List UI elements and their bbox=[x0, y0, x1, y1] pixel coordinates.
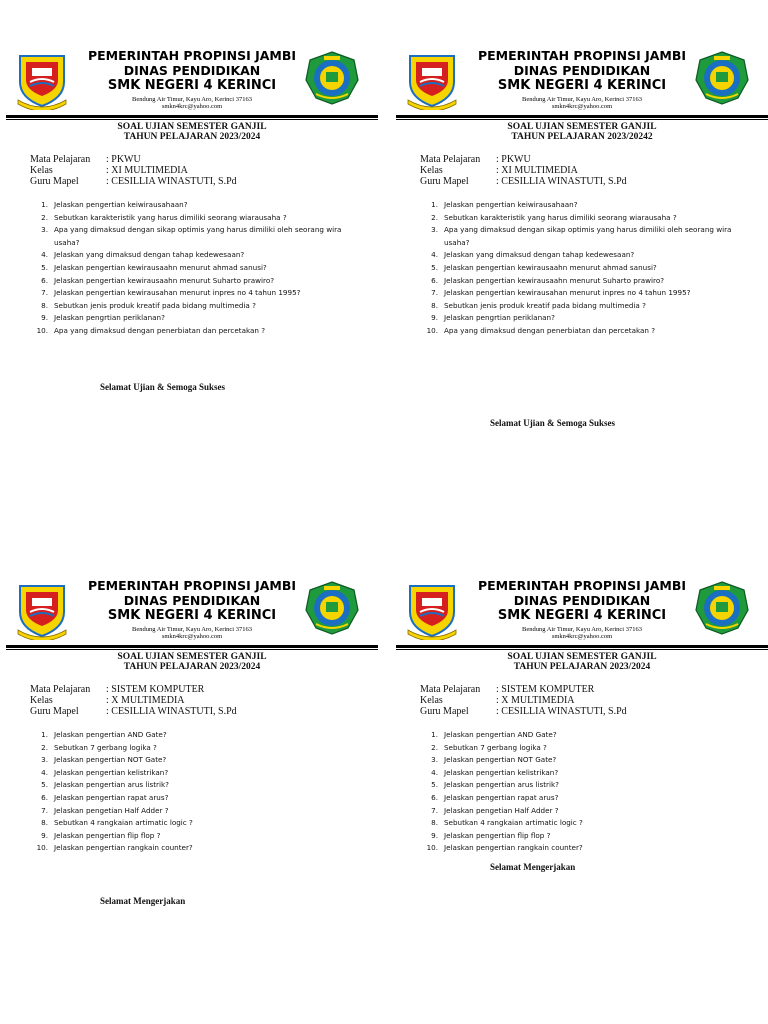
question-number: 7. bbox=[431, 288, 438, 298]
question-number: 4. bbox=[41, 767, 48, 777]
meta-subject-value: : SISTEM KOMPUTER bbox=[106, 684, 205, 695]
question-number: 9. bbox=[431, 313, 438, 323]
question-item bbox=[34, 805, 354, 818]
question-text: Jelaskan pengertian AND Gate? bbox=[444, 730, 557, 739]
question-number: 10. bbox=[36, 325, 48, 335]
exam-meta bbox=[420, 684, 768, 717]
question-text: Jelaskan pengertian kelistrikan? bbox=[54, 767, 169, 777]
meta-teacher bbox=[30, 706, 378, 717]
header-address: Bendung Air Timur, Kayu Aro, Kerinci 37163 bbox=[132, 96, 252, 103]
meta-subject-value: : PKWU bbox=[496, 154, 531, 165]
question-number: 8. bbox=[41, 300, 48, 310]
meta-class-value: : XI MULTIMEDIA bbox=[106, 165, 188, 176]
exam-title-line2: TAHUN PELAJARAN 2023/20242 bbox=[511, 132, 653, 142]
meta-teacher-label: Guru Mapel bbox=[420, 706, 469, 717]
meta-class-label: Kelas bbox=[30, 695, 53, 706]
header-email: smkn4krc@yahoo.com bbox=[551, 103, 613, 110]
question-number: 3. bbox=[41, 225, 48, 235]
meta-teacher-value: : CESILLIA WINASTUTI, S.Pd bbox=[106, 176, 237, 187]
meta-class bbox=[420, 695, 768, 706]
question-text: Apa yang dimaksud dengan penerbiatan dan percetakan ? bbox=[444, 325, 656, 335]
meta-class-value: : X MULTIMEDIA bbox=[496, 695, 575, 706]
header-government-name: PEMERINTAH PROPINSI JAMBI bbox=[477, 48, 687, 63]
question-number: 6. bbox=[41, 275, 48, 285]
question-number: 2. bbox=[41, 742, 48, 752]
question-item bbox=[34, 754, 354, 767]
meta-subject-label: Mata Pelajaran bbox=[420, 154, 481, 165]
header-divider-thin bbox=[6, 649, 378, 650]
question-text: Apa yang dimaksud dengan sikap optimis yang harus dimiliki oleh seorang wira usaha? bbox=[444, 225, 732, 247]
question-text: Jelaskan pengertian kewirausaahn menurut Suharto prawiro? bbox=[444, 275, 665, 285]
header-school-name: SMK NEGERI 4 KERINCI bbox=[107, 78, 277, 93]
exam-meta bbox=[30, 684, 378, 717]
question-item bbox=[424, 287, 744, 300]
question-item bbox=[34, 312, 354, 325]
question-item bbox=[34, 224, 354, 249]
header-department-name: DINAS PENDIDIKAN bbox=[123, 593, 261, 608]
question-text: Sebutkan 7 gerbang logika ? bbox=[444, 742, 547, 752]
meta-subject-label: Mata Pelajaran bbox=[30, 684, 91, 695]
exam-title-line2: TAHUN PELAJARAN 2023/2024 bbox=[123, 662, 261, 672]
question-number: 6. bbox=[431, 792, 438, 802]
question-text: Jelaskan pengertian kewirausahan menurut inpres no 4 tahun 1995? bbox=[54, 288, 301, 298]
question-text: Sebutkan 7 gerbang logika ? bbox=[54, 742, 157, 752]
question-item bbox=[34, 275, 354, 288]
question-item bbox=[424, 767, 744, 780]
meta-subject bbox=[420, 154, 768, 165]
question-number: 9. bbox=[41, 313, 48, 323]
meta-subject-value: : SISTEM KOMPUTER bbox=[496, 684, 595, 695]
meta-class-label: Kelas bbox=[30, 165, 53, 176]
exam-sheet-sistem-komputer-1 bbox=[6, 578, 378, 906]
question-number: 1. bbox=[41, 200, 48, 209]
exam-sheet-pkwu-2 bbox=[396, 48, 768, 428]
question-item bbox=[424, 249, 744, 262]
question-item bbox=[424, 805, 744, 818]
question-item bbox=[34, 767, 354, 780]
question-number: 10. bbox=[36, 843, 48, 853]
question-item bbox=[34, 249, 354, 262]
header-school-name: SMK NEGERI 4 KERINCI bbox=[497, 608, 667, 623]
question-item bbox=[34, 742, 354, 755]
exam-title-line1: SOAL UJIAN SEMESTER GANJIL bbox=[507, 652, 657, 662]
question-number: 7. bbox=[41, 805, 48, 815]
meta-class-label: Kelas bbox=[420, 165, 443, 176]
closing-message: Selamat Ujian & Semoga Sukses bbox=[100, 382, 226, 392]
question-item bbox=[34, 792, 354, 805]
meta-class bbox=[30, 695, 378, 706]
question-text: Jelaskan pengertian NOT Gate? bbox=[444, 755, 557, 765]
meta-teacher-label: Guru Mapel bbox=[30, 176, 79, 187]
question-text: Apa yang dimaksud dengan penerbiatan dan percetakan ? bbox=[54, 325, 266, 335]
question-text: Jelaskan pengertian kewirausaahn menurut Suharto prawiro? bbox=[54, 275, 275, 285]
meta-class-label: Kelas bbox=[420, 695, 443, 706]
question-text: Jelaskan pengertian rangkain counter? bbox=[444, 843, 583, 853]
closing-message: Selamat Mengerjakan bbox=[100, 896, 186, 906]
question-text: Sebutkan jenis produk kreatif pada bidang multimedia ? bbox=[444, 300, 646, 310]
question-number: 7. bbox=[431, 805, 438, 815]
question-item bbox=[424, 312, 744, 325]
question-item bbox=[424, 262, 744, 275]
question-text: Jelaskan yang dimaksud dengan tahap kedewesaan? bbox=[444, 250, 635, 260]
header-school-name: SMK NEGERI 4 KERINCI bbox=[107, 608, 277, 623]
question-text: Jelaskan pengertian kelistrikan? bbox=[444, 767, 559, 777]
exam-title-line2: TAHUN PELAJARAN 2023/2024 bbox=[123, 132, 261, 142]
question-text: Jelaskan pengetian Half Adder ? bbox=[444, 805, 559, 815]
header-divider-thin bbox=[396, 119, 768, 120]
meta-subject bbox=[30, 684, 378, 695]
header-divider-thin bbox=[396, 649, 768, 650]
exam-sheet-sistem-komputer-2 bbox=[396, 578, 768, 872]
question-number: 2. bbox=[41, 212, 48, 222]
meta-class bbox=[30, 165, 378, 176]
question-list bbox=[396, 199, 744, 338]
question-item bbox=[34, 729, 354, 742]
sheet-header bbox=[6, 578, 378, 658]
meta-subject bbox=[30, 154, 378, 165]
question-number: 6. bbox=[41, 792, 48, 802]
question-number: 3. bbox=[431, 755, 438, 765]
question-number: 2. bbox=[431, 742, 438, 752]
question-item bbox=[34, 300, 354, 313]
meta-subject-label: Mata Pelajaran bbox=[30, 154, 91, 165]
question-number: 8. bbox=[431, 818, 438, 828]
closing-message: Selamat Mengerjakan bbox=[490, 862, 576, 872]
jambi-province-logo-icon bbox=[16, 582, 68, 640]
question-item bbox=[424, 842, 744, 855]
jambi-province-logo-icon bbox=[16, 52, 68, 110]
question-number: 6. bbox=[431, 275, 438, 285]
question-number: 2. bbox=[431, 212, 438, 222]
exam-meta bbox=[30, 154, 378, 187]
question-item bbox=[424, 212, 744, 225]
jambi-province-logo-icon bbox=[406, 582, 458, 640]
question-text: Jelaskan pengertian AND Gate? bbox=[54, 730, 167, 739]
question-list bbox=[6, 199, 354, 338]
question-text: Jelaskan pengrtian periklanan? bbox=[54, 313, 165, 323]
question-item bbox=[424, 199, 744, 212]
meta-teacher-value: : CESILLIA WINASTUTI, S.Pd bbox=[496, 706, 627, 717]
question-text: Sebutkan karakteristik yang harus dimiliki seorang wiarausaha ? bbox=[54, 212, 287, 222]
question-text: Jelaskan pengertian flip flop ? bbox=[54, 830, 161, 840]
header-divider-thick bbox=[396, 115, 768, 118]
header-divider-thick bbox=[396, 645, 768, 648]
question-item bbox=[424, 817, 744, 830]
question-number: 1. bbox=[431, 730, 438, 739]
header-divider-thick bbox=[6, 115, 378, 118]
question-number: 5. bbox=[41, 780, 48, 790]
sheet-header bbox=[6, 48, 378, 128]
header-email: smkn4krc@yahoo.com bbox=[551, 633, 613, 640]
meta-subject-label: Mata Pelajaran bbox=[420, 684, 481, 695]
meta-teacher-value: : CESILLIA WINASTUTI, S.Pd bbox=[106, 706, 237, 717]
header-government-name: PEMERINTAH PROPINSI JAMBI bbox=[477, 578, 687, 593]
question-text: Jelaskan pengertian rangkain counter? bbox=[54, 843, 193, 853]
question-text: Jelaskan pengertian keiwirausahaan? bbox=[54, 200, 188, 209]
question-text: Jelaskan pengertian kewirausaahn menurut ahmad sanusi? bbox=[444, 262, 657, 272]
meta-teacher-label: Guru Mapel bbox=[420, 176, 469, 187]
header-address: Bendung Air Timur, Kayu Aro, Kerinci 37163 bbox=[132, 626, 252, 633]
question-text: Jelaskan pengertian rapat arus? bbox=[444, 792, 559, 802]
question-item bbox=[424, 300, 744, 313]
question-item bbox=[34, 830, 354, 843]
question-item bbox=[34, 842, 354, 855]
question-text: Jelaskan pengertian kewirausaahn menurut ahmad sanusi? bbox=[54, 262, 267, 272]
question-item bbox=[424, 754, 744, 767]
question-number: 8. bbox=[41, 818, 48, 828]
question-number: 5. bbox=[431, 262, 438, 272]
meta-teacher bbox=[420, 176, 768, 187]
question-item bbox=[34, 325, 354, 338]
header-government-name: PEMERINTAH PROPINSI JAMBI bbox=[87, 578, 297, 593]
question-text: Jelaskan pengertian NOT Gate? bbox=[54, 755, 167, 765]
header-email: smkn4krc@yahoo.com bbox=[161, 633, 223, 640]
question-text: Sebutkan jenis produk kreatif pada bidang multimedia ? bbox=[54, 300, 256, 310]
exam-sheet-pkwu-1 bbox=[6, 48, 378, 392]
question-item bbox=[34, 287, 354, 300]
closing-message: Selamat Ujian & Semoga Sukses bbox=[490, 418, 616, 428]
question-number: 7. bbox=[41, 288, 48, 298]
question-text: Jelaskan pengertian flip flop ? bbox=[444, 830, 551, 840]
question-number: 5. bbox=[431, 780, 438, 790]
header-divider-thick bbox=[6, 645, 378, 648]
question-item bbox=[424, 224, 744, 249]
question-item bbox=[424, 325, 744, 338]
question-number: 3. bbox=[41, 755, 48, 765]
question-list bbox=[6, 729, 354, 855]
question-number: 1. bbox=[431, 200, 438, 209]
question-text: Jelaskan pengertian rapat arus? bbox=[54, 792, 169, 802]
question-number: 10. bbox=[426, 843, 438, 853]
jambi-province-logo-icon bbox=[406, 52, 458, 110]
sheet-header bbox=[396, 578, 768, 658]
header-email: smkn4krc@yahoo.com bbox=[161, 103, 223, 110]
header-government-name: PEMERINTAH PROPINSI JAMBI bbox=[87, 48, 297, 63]
question-number: 1. bbox=[41, 730, 48, 739]
question-number: 4. bbox=[41, 250, 48, 260]
question-text: Jelaskan pengertian arus listrik? bbox=[444, 780, 559, 790]
header-department-name: DINAS PENDIDIKAN bbox=[123, 63, 261, 78]
meta-subject bbox=[420, 684, 768, 695]
question-number: 10. bbox=[426, 325, 438, 335]
question-item bbox=[424, 792, 744, 805]
question-number: 8. bbox=[431, 300, 438, 310]
meta-class-value: : XI MULTIMEDIA bbox=[496, 165, 578, 176]
question-item bbox=[34, 817, 354, 830]
question-text: Jelaskan pengertian arus listrik? bbox=[54, 780, 169, 790]
question-item bbox=[34, 779, 354, 792]
question-text: Jelaskan pengetian Half Adder ? bbox=[54, 805, 169, 815]
question-number: 9. bbox=[41, 830, 48, 840]
exam-title-line2: TAHUN PELAJARAN 2023/2024 bbox=[513, 662, 651, 672]
meta-teacher bbox=[420, 706, 768, 717]
meta-teacher-label: Guru Mapel bbox=[30, 706, 79, 717]
question-item bbox=[34, 212, 354, 225]
question-list bbox=[396, 729, 744, 855]
question-text: Sebutkan karakteristik yang harus dimiliki seorang wiarausaha ? bbox=[444, 212, 677, 222]
question-item bbox=[424, 830, 744, 843]
question-text: Apa yang dimaksud dengan sikap optimis yang harus dimiliki oleh seorang wira usaha? bbox=[54, 225, 342, 247]
meta-teacher bbox=[30, 176, 378, 187]
question-item bbox=[424, 779, 744, 792]
question-item bbox=[424, 742, 744, 755]
question-item bbox=[34, 262, 354, 275]
exam-title-line1: SOAL UJIAN SEMESTER GANJIL bbox=[507, 122, 657, 132]
header-address: Bendung Air Timur, Kayu Aro, Kerinci 37163 bbox=[522, 96, 642, 103]
header-divider-thin bbox=[6, 119, 378, 120]
question-text: Jelaskan pengertian kewirausahan menurut inpres no 4 tahun 1995? bbox=[444, 288, 691, 298]
question-item bbox=[34, 199, 354, 212]
question-number: 4. bbox=[431, 250, 438, 260]
meta-class bbox=[420, 165, 768, 176]
question-number: 9. bbox=[431, 830, 438, 840]
question-text: Jelaskan yang dimaksud dengan tahap kedewesaan? bbox=[54, 250, 245, 260]
exam-meta bbox=[420, 154, 768, 187]
question-number: 5. bbox=[41, 262, 48, 272]
question-number: 3. bbox=[431, 225, 438, 235]
question-text: Sebutkan 4 rangkaian artimatic logic ? bbox=[54, 818, 193, 828]
question-text: Jelaskan pengrtian periklanan? bbox=[444, 313, 555, 323]
question-number: 4. bbox=[431, 767, 438, 777]
question-item bbox=[424, 729, 744, 742]
sheet-header bbox=[396, 48, 768, 128]
exam-title-line1: SOAL UJIAN SEMESTER GANJIL bbox=[117, 122, 267, 132]
meta-class-value: : X MULTIMEDIA bbox=[106, 695, 185, 706]
exam-title-line1: SOAL UJIAN SEMESTER GANJIL bbox=[117, 652, 267, 662]
header-address: Bendung Air Timur, Kayu Aro, Kerinci 37163 bbox=[522, 626, 642, 633]
question-text: Jelaskan pengertian keiwirausahaan? bbox=[444, 200, 578, 209]
question-item bbox=[424, 275, 744, 288]
meta-subject-value: : PKWU bbox=[106, 154, 141, 165]
header-department-name: DINAS PENDIDIKAN bbox=[513, 63, 651, 78]
meta-teacher-value: : CESILLIA WINASTUTI, S.Pd bbox=[496, 176, 627, 187]
header-department-name: DINAS PENDIDIKAN bbox=[513, 593, 651, 608]
question-text: Sebutkan 4 rangkaian artimatic logic ? bbox=[444, 818, 583, 828]
header-school-name: SMK NEGERI 4 KERINCI bbox=[497, 78, 667, 93]
